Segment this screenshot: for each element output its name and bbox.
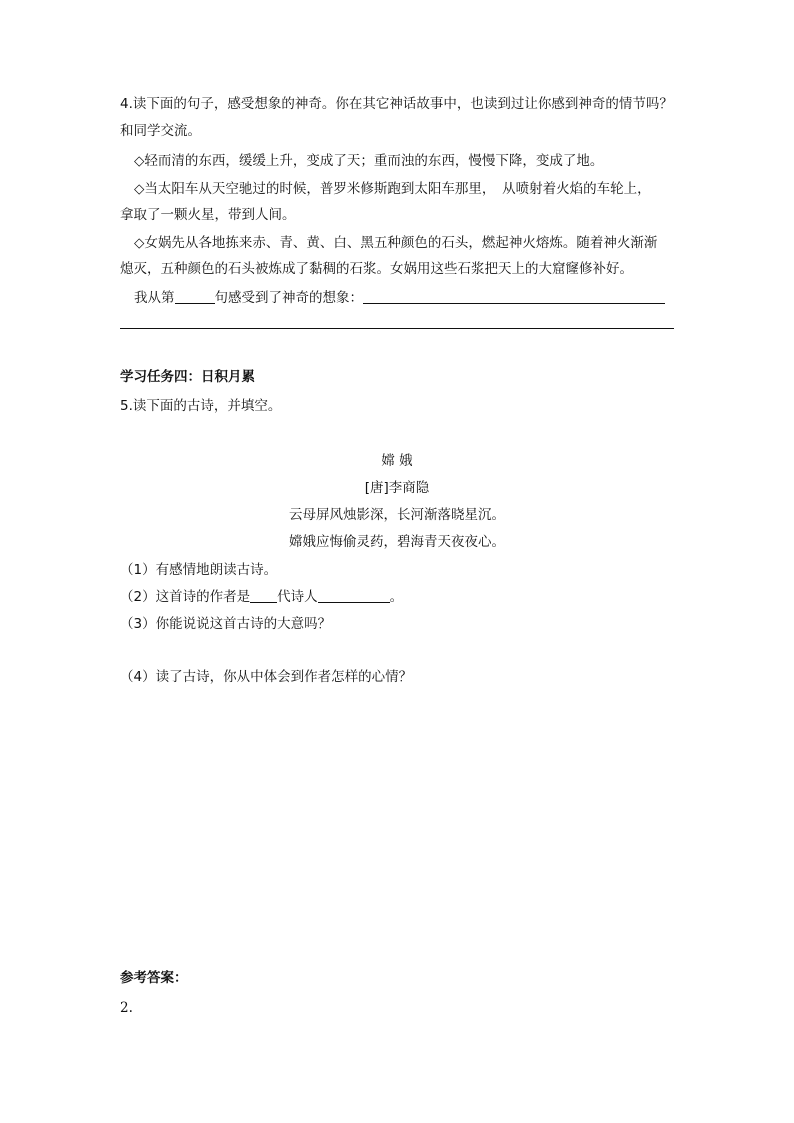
- sentence-number-blank[interactable]: [175, 289, 215, 304]
- sub-question-4: （4）读了古诗，你从中体会到作者怎样的心情？: [120, 669, 413, 685]
- sub-question-2-text-c: 。: [389, 589, 404, 605]
- q4-prompt-line1: 4.读下面的句子，感受想象的神奇。你在其它神话故事中，也读到过让你感到神奇的情节吗？: [120, 96, 673, 112]
- poem-line-1: 云母屏风烛影深，长河渐落晓星沉。: [289, 507, 505, 523]
- answers-item: 2.: [120, 1000, 133, 1016]
- sub-question-3: （3）你能说说这首古诗的大意吗？: [120, 616, 332, 632]
- q4-sentence-1: ◇轻而清的东西，缓缓上升，变成了天；重而浊的东西，慢慢下降，变成了地。: [134, 153, 604, 169]
- q4-sentence-2-line2: 拿取了一颗火星，带到人间。: [120, 207, 296, 223]
- answers-heading: 参考答案：: [120, 970, 188, 986]
- poem-line-2: 嫦娥应悔偷灵药，碧海青天夜夜心。: [289, 534, 505, 550]
- imagination-answer-blank[interactable]: [363, 289, 665, 304]
- poem-title: 嫦 娥: [381, 453, 413, 469]
- poet-name-blank[interactable]: [318, 588, 390, 603]
- q4-fill-text-b: 句感受到了神奇的想象：: [214, 290, 363, 306]
- q5-prompt: 5.读下面的古诗，并填空。: [120, 398, 282, 414]
- q4-prompt-line2: 和同学交流。: [120, 123, 201, 139]
- q4-sentence-3-line2: 熄灭，五种颜色的石头被炼成了黏稠的石浆。女娲用这些石浆把天上的大窟窿修补好。: [120, 261, 633, 277]
- q4-sentence-3-line1: ◇女娲先从各地拣来赤、青、黄、白、黑五种颜色的石头，燃起神火熔炼。随着神火渐渐: [134, 235, 658, 251]
- dynasty-blank[interactable]: [250, 588, 277, 603]
- q4-sentence-2-line1: ◇当太阳车从天空驰过的时候，普罗米修斯跑到太阳车那里， 从喷射着火焰的车轮上，: [134, 181, 651, 197]
- poem-author: [唐]李商隐: [364, 480, 430, 496]
- q4-fill-line: [134, 289, 665, 307]
- q4-fill-text-a: 我从第: [134, 290, 175, 306]
- sub-question-1: （1）有感情地朗读古诗。: [120, 562, 278, 578]
- sub-question-2-text-a: （2）这首诗的作者是: [120, 589, 251, 605]
- task4-heading: 学习任务四：日积月累: [120, 369, 255, 385]
- sub-question-2: [120, 588, 403, 606]
- sub-question-2-text-b: 代诗人: [277, 589, 318, 605]
- answer-rule-line[interactable]: [120, 328, 674, 329]
